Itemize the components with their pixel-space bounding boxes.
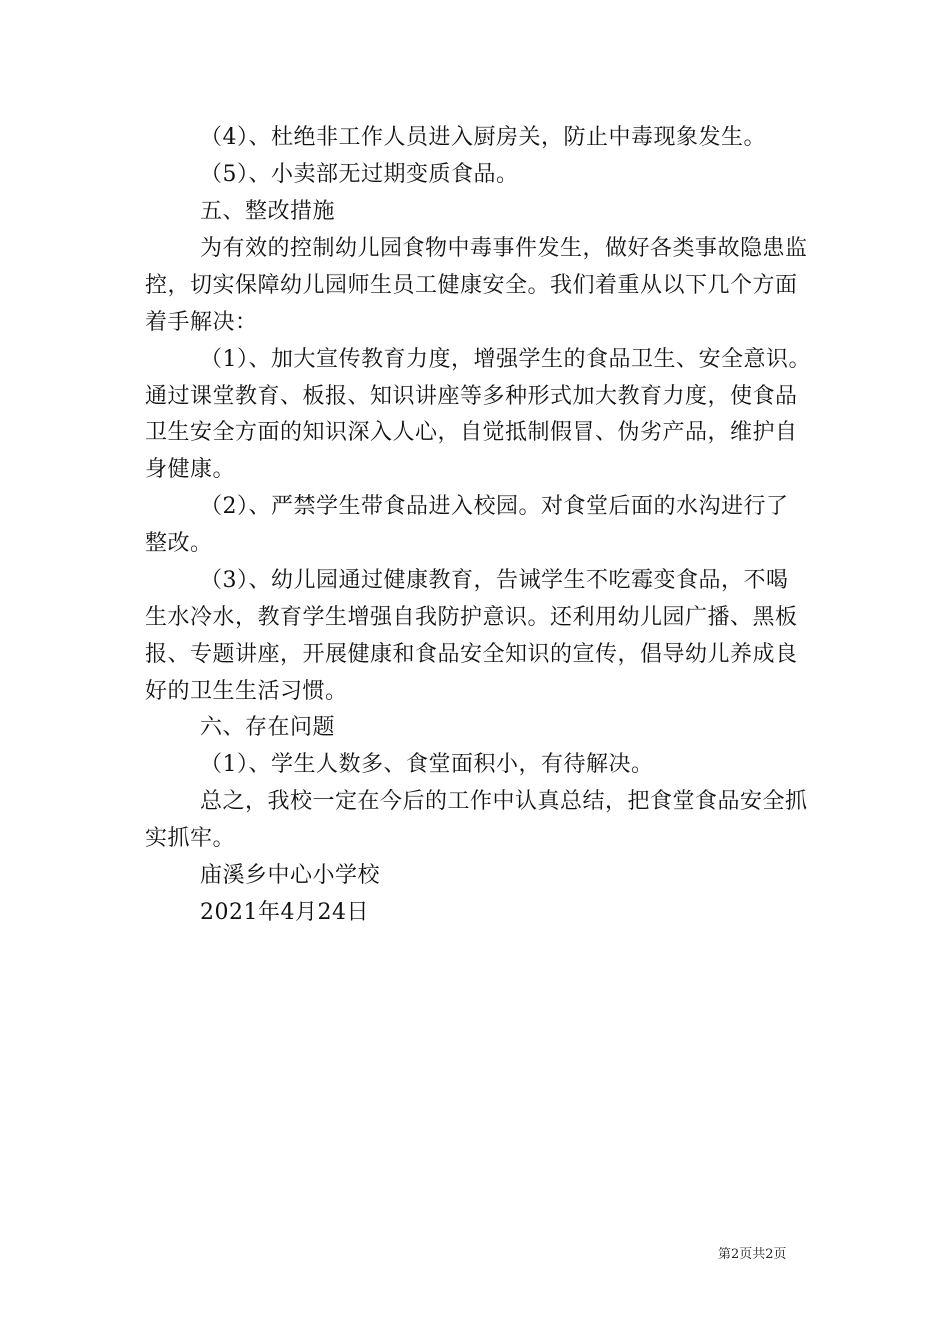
text-line: 控，切实保障幼儿园师生员工健康安全。我们着重从以下几个方面: [145, 273, 798, 298]
text-line: 通过课堂教育、板报、知识讲座等多种形式加大教育力度，使食品: [145, 384, 798, 409]
text-line: 为有效的控制幼儿园食物中毒事件发生，做好各类事故隐患监: [200, 236, 808, 261]
text-line: 好的卫生生活习惯。: [145, 679, 348, 704]
text-line: 卫生安全方面的知识深入人心，自觉抵制假冒、伪劣产品，维护自: [145, 420, 798, 445]
section-heading: 五、整改措施: [200, 199, 336, 224]
text-line: 实抓牢。: [145, 826, 236, 851]
text-line: 报、专题讲座，开展健康和食品安全知识的宣传，倡导幼儿养成良: [145, 642, 798, 667]
section-heading: 六、存在问题: [200, 715, 336, 740]
signature-organization: 庙溪乡中心小学校: [200, 863, 381, 888]
text-line: （4）、杜绝非工作人员进入厨房关，防止中毒现象发生。: [200, 125, 766, 150]
text-line: （1）、学生人数多、食堂面积小，有待解决。: [200, 752, 654, 777]
text-line: 着手解决：: [145, 310, 258, 335]
page-indicator: 第2页共2页: [718, 1247, 787, 1262]
text-line: （3）、幼儿园通过健康教育，告诫学生不吃霉变食品，不喝: [200, 568, 789, 593]
text-line: 身健康。: [145, 457, 236, 482]
text-line: （2）、严禁学生带食品进入校园。对食堂后面的水沟进行了: [200, 494, 789, 519]
text-line: 生水冷水，教育学生增强自我防护意识。还利用幼儿园广播、黑板: [145, 605, 798, 630]
text-line: （5）、小卖部无过期变质食品。: [200, 162, 519, 187]
text-line: 整改。: [145, 531, 213, 556]
text-line: 总之，我校一定在今后的工作中认真总结，把食堂食品安全抓: [200, 789, 808, 814]
text-line: （1）、加大宣传教育力度，增强学生的食品卫生、安全意识。: [200, 347, 811, 372]
signature-date: 2021年4月24日: [200, 900, 369, 925]
